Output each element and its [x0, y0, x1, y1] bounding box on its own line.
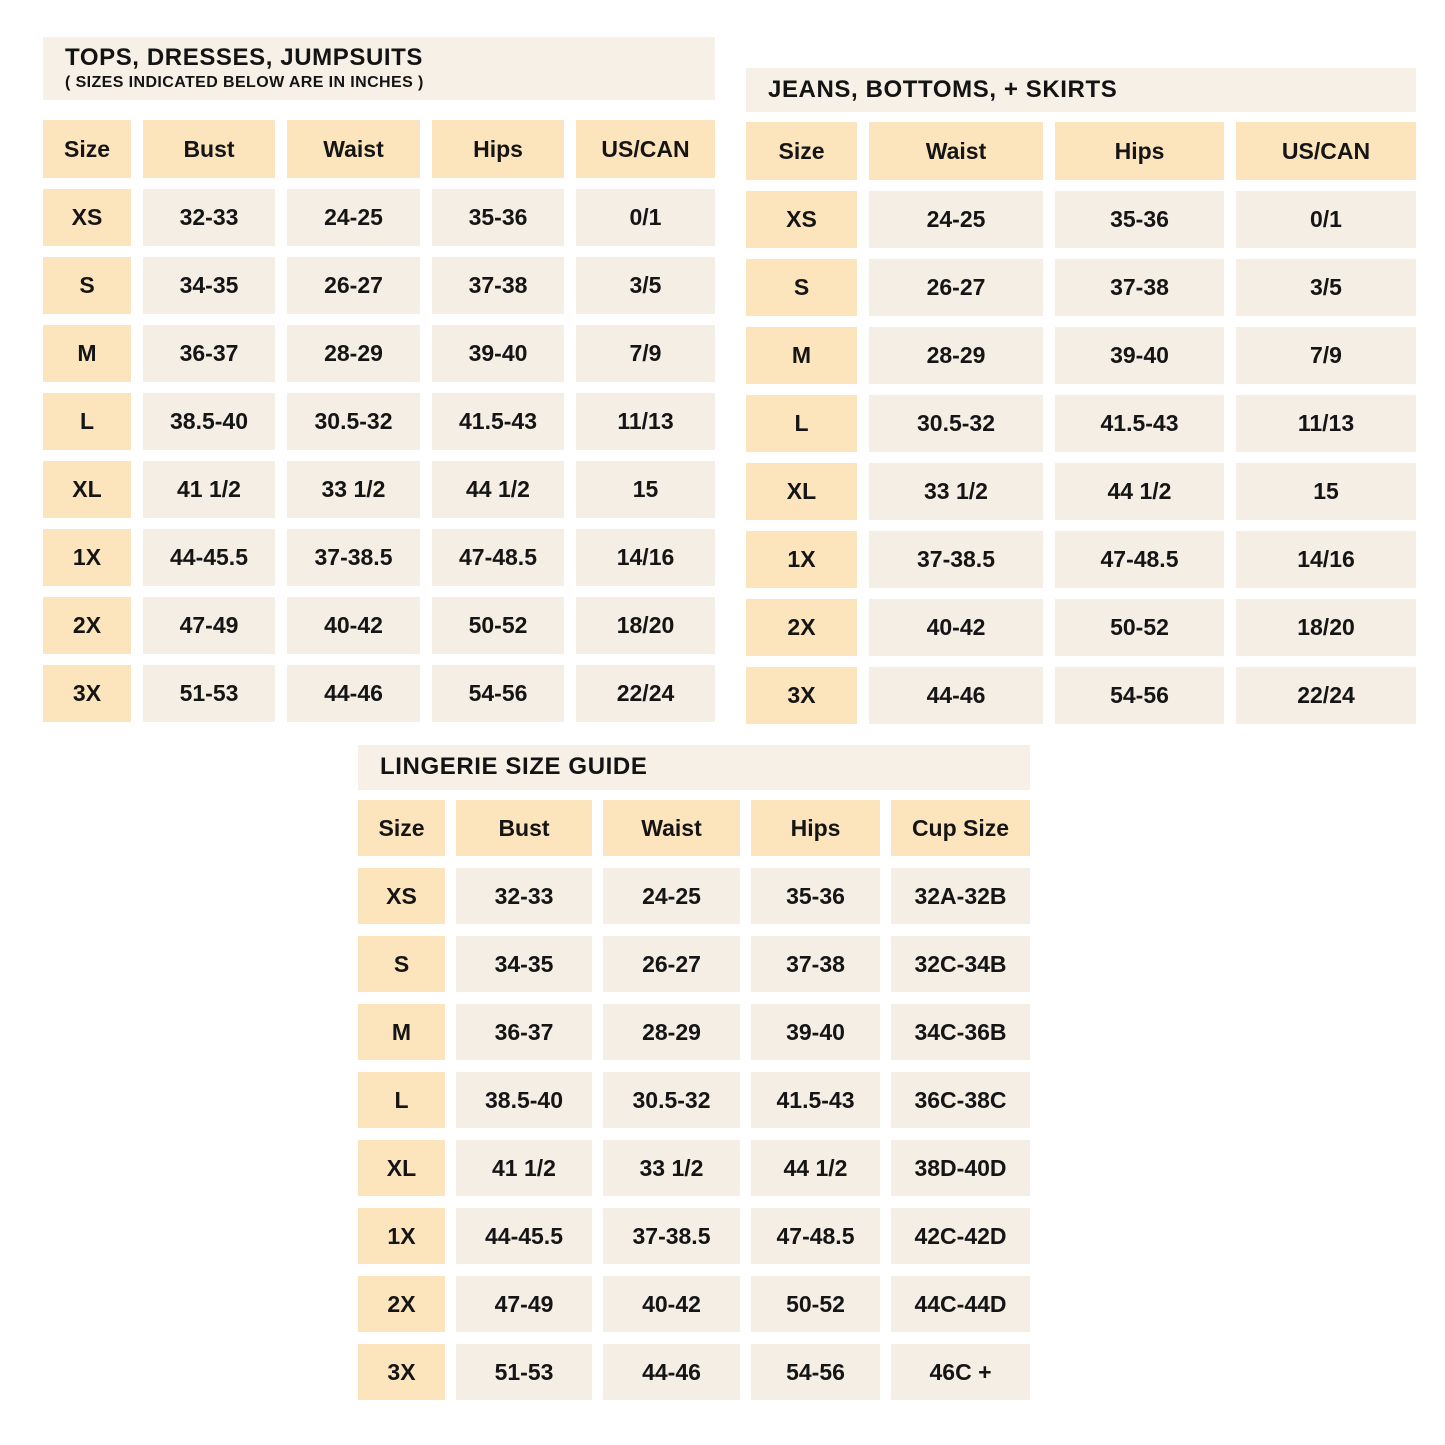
- measurement-cell: 44 1/2: [1055, 463, 1224, 520]
- column-header-hips: Hips: [751, 800, 880, 856]
- measurement-cell: 41.5-43: [751, 1072, 880, 1128]
- size-label-cell: 3X: [358, 1344, 445, 1400]
- measurement-cell: 28-29: [287, 325, 420, 382]
- measurement-cell: 41 1/2: [143, 461, 275, 518]
- tops-dresses-jumpsuits-table: [43, 37, 715, 722]
- measurement-cell: 0/1: [576, 189, 715, 246]
- column-header-us-can: US/CAN: [1236, 122, 1416, 180]
- size-label-cell: XS: [358, 868, 445, 924]
- measurement-cell: 46C +: [891, 1344, 1030, 1400]
- measurement-cell: 44-46: [869, 667, 1043, 724]
- measurement-cell: 18/20: [576, 597, 715, 654]
- size-label-cell: M: [746, 327, 857, 384]
- size-label-cell: S: [746, 259, 857, 316]
- size-label-cell: XS: [43, 189, 131, 246]
- measurement-cell: 44C-44D: [891, 1276, 1030, 1332]
- measurement-cell: 37-38.5: [287, 529, 420, 586]
- measurement-cell: 30.5-32: [287, 393, 420, 450]
- measurement-cell: 26-27: [287, 257, 420, 314]
- measurement-cell: 7/9: [1236, 327, 1416, 384]
- measurement-cell: 11/13: [576, 393, 715, 450]
- measurement-cell: 22/24: [1236, 667, 1416, 724]
- measurement-cell: 32C-34B: [891, 936, 1030, 992]
- jeans-table-title-banner: [746, 68, 1416, 112]
- measurement-cell: 44 1/2: [751, 1140, 880, 1196]
- measurement-cell: 32A-32B: [891, 868, 1030, 924]
- measurement-cell: 24-25: [287, 189, 420, 246]
- measurement-cell: 50-52: [432, 597, 564, 654]
- lingerie-table-grid: [358, 800, 1030, 1400]
- measurement-cell: 44-46: [287, 665, 420, 722]
- measurement-cell: 37-38: [1055, 259, 1224, 316]
- measurement-cell: 33 1/2: [287, 461, 420, 518]
- size-label-cell: 1X: [43, 529, 131, 586]
- tops-table-grid: [43, 120, 715, 722]
- size-label-cell: 2X: [43, 597, 131, 654]
- measurement-cell: 36C-38C: [891, 1072, 1030, 1128]
- size-label-cell: S: [358, 936, 445, 992]
- size-label-cell: L: [358, 1072, 445, 1128]
- size-label-cell: L: [43, 393, 131, 450]
- size-label-cell: XL: [746, 463, 857, 520]
- measurement-cell: 39-40: [432, 325, 564, 382]
- measurement-cell: 42C-42D: [891, 1208, 1030, 1264]
- size-label-cell: 2X: [746, 599, 857, 656]
- column-header-size: Size: [746, 122, 857, 180]
- measurement-cell: 0/1: [1236, 191, 1416, 248]
- measurement-cell: 47-48.5: [751, 1208, 880, 1264]
- measurement-cell: 50-52: [751, 1276, 880, 1332]
- measurement-cell: 35-36: [751, 868, 880, 924]
- measurement-cell: 3/5: [1236, 259, 1416, 316]
- measurement-cell: 37-38.5: [603, 1208, 740, 1264]
- measurement-cell: 28-29: [603, 1004, 740, 1060]
- measurement-cell: 44-45.5: [456, 1208, 592, 1264]
- measurement-cell: 35-36: [432, 189, 564, 246]
- size-label-cell: 1X: [358, 1208, 445, 1264]
- measurement-cell: 39-40: [751, 1004, 880, 1060]
- measurement-cell: 54-56: [751, 1344, 880, 1400]
- measurement-cell: 34-35: [143, 257, 275, 314]
- size-label-cell: M: [43, 325, 131, 382]
- measurement-cell: 24-25: [603, 868, 740, 924]
- measurement-cell: 35-36: [1055, 191, 1224, 248]
- measurement-cell: 32-33: [456, 868, 592, 924]
- column-header-hips: Hips: [432, 120, 564, 178]
- measurement-cell: 15: [576, 461, 715, 518]
- measurement-cell: 11/13: [1236, 395, 1416, 452]
- size-label-cell: 3X: [43, 665, 131, 722]
- measurement-cell: 38D-40D: [891, 1140, 1030, 1196]
- measurement-cell: 44-46: [603, 1344, 740, 1400]
- measurement-cell: 51-53: [456, 1344, 592, 1400]
- measurement-cell: 36-37: [143, 325, 275, 382]
- measurement-cell: 14/16: [1236, 531, 1416, 588]
- size-label-cell: XL: [43, 461, 131, 518]
- measurement-cell: 14/16: [576, 529, 715, 586]
- measurement-cell: 54-56: [1055, 667, 1224, 724]
- column-header-size: Size: [358, 800, 445, 856]
- measurement-cell: 47-48.5: [1055, 531, 1224, 588]
- measurement-cell: 32-33: [143, 189, 275, 246]
- measurement-cell: 26-27: [603, 936, 740, 992]
- measurement-cell: 41 1/2: [456, 1140, 592, 1196]
- measurement-cell: 30.5-32: [869, 395, 1043, 452]
- measurement-cell: 54-56: [432, 665, 564, 722]
- jeans-bottoms-skirts-table: [746, 68, 1416, 724]
- measurement-cell: 40-42: [603, 1276, 740, 1332]
- measurement-cell: 37-38: [432, 257, 564, 314]
- measurement-cell: 18/20: [1236, 599, 1416, 656]
- column-header-size: Size: [43, 120, 131, 178]
- column-header-hips: Hips: [1055, 122, 1224, 180]
- measurement-cell: 51-53: [143, 665, 275, 722]
- measurement-cell: 37-38: [751, 936, 880, 992]
- measurement-cell: 40-42: [869, 599, 1043, 656]
- measurement-cell: 33 1/2: [603, 1140, 740, 1196]
- measurement-cell: 26-27: [869, 259, 1043, 316]
- column-header-cup-size: Cup Size: [891, 800, 1030, 856]
- column-header-waist: Waist: [869, 122, 1043, 180]
- size-label-cell: L: [746, 395, 857, 452]
- measurement-cell: 41.5-43: [432, 393, 564, 450]
- measurement-cell: 40-42: [287, 597, 420, 654]
- size-label-cell: XL: [358, 1140, 445, 1196]
- measurement-cell: 44 1/2: [432, 461, 564, 518]
- measurement-cell: 47-48.5: [432, 529, 564, 586]
- lingerie-table-title: LINGERIE SIZE GUIDE: [380, 753, 648, 781]
- size-label-cell: M: [358, 1004, 445, 1060]
- lingerie-table-title-banner: [358, 745, 1030, 790]
- size-label-cell: XS: [746, 191, 857, 248]
- measurement-cell: 50-52: [1055, 599, 1224, 656]
- measurement-cell: 15: [1236, 463, 1416, 520]
- measurement-cell: 47-49: [456, 1276, 592, 1332]
- measurement-cell: 30.5-32: [603, 1072, 740, 1128]
- measurement-cell: 36-37: [456, 1004, 592, 1060]
- column-header-bust: Bust: [456, 800, 592, 856]
- measurement-cell: 22/24: [576, 665, 715, 722]
- measurement-cell: 24-25: [869, 191, 1043, 248]
- measurement-cell: 33 1/2: [869, 463, 1043, 520]
- jeans-table-title: JEANS, BOTTOMS, + SKIRTS: [768, 75, 1118, 103]
- size-label-cell: 2X: [358, 1276, 445, 1332]
- measurement-cell: 41.5-43: [1055, 395, 1224, 452]
- measurement-cell: 44-45.5: [143, 529, 275, 586]
- column-header-waist: Waist: [603, 800, 740, 856]
- size-label-cell: S: [43, 257, 131, 314]
- measurement-cell: 34-35: [456, 936, 592, 992]
- measurement-cell: 3/5: [576, 257, 715, 314]
- measurement-cell: 38.5-40: [456, 1072, 592, 1128]
- size-label-cell: 1X: [746, 531, 857, 588]
- tops-table-subtitle: ( SIZES INDICATED BELOW ARE IN INCHES ): [65, 73, 424, 91]
- measurement-cell: 39-40: [1055, 327, 1224, 384]
- measurement-cell: 38.5-40: [143, 393, 275, 450]
- measurement-cell: 7/9: [576, 325, 715, 382]
- size-label-cell: 3X: [746, 667, 857, 724]
- measurement-cell: 34C-36B: [891, 1004, 1030, 1060]
- tops-table-title: TOPS, DRESSES, JUMPSUITS: [65, 43, 424, 71]
- measurement-cell: 47-49: [143, 597, 275, 654]
- column-header-bust: Bust: [143, 120, 275, 178]
- lingerie-size-guide-table: [358, 745, 1030, 1400]
- column-header-us-can: US/CAN: [576, 120, 715, 178]
- measurement-cell: 37-38.5: [869, 531, 1043, 588]
- column-header-waist: Waist: [287, 120, 420, 178]
- jeans-table-grid: [746, 122, 1416, 724]
- tops-table-title-banner: [43, 37, 715, 100]
- measurement-cell: 28-29: [869, 327, 1043, 384]
